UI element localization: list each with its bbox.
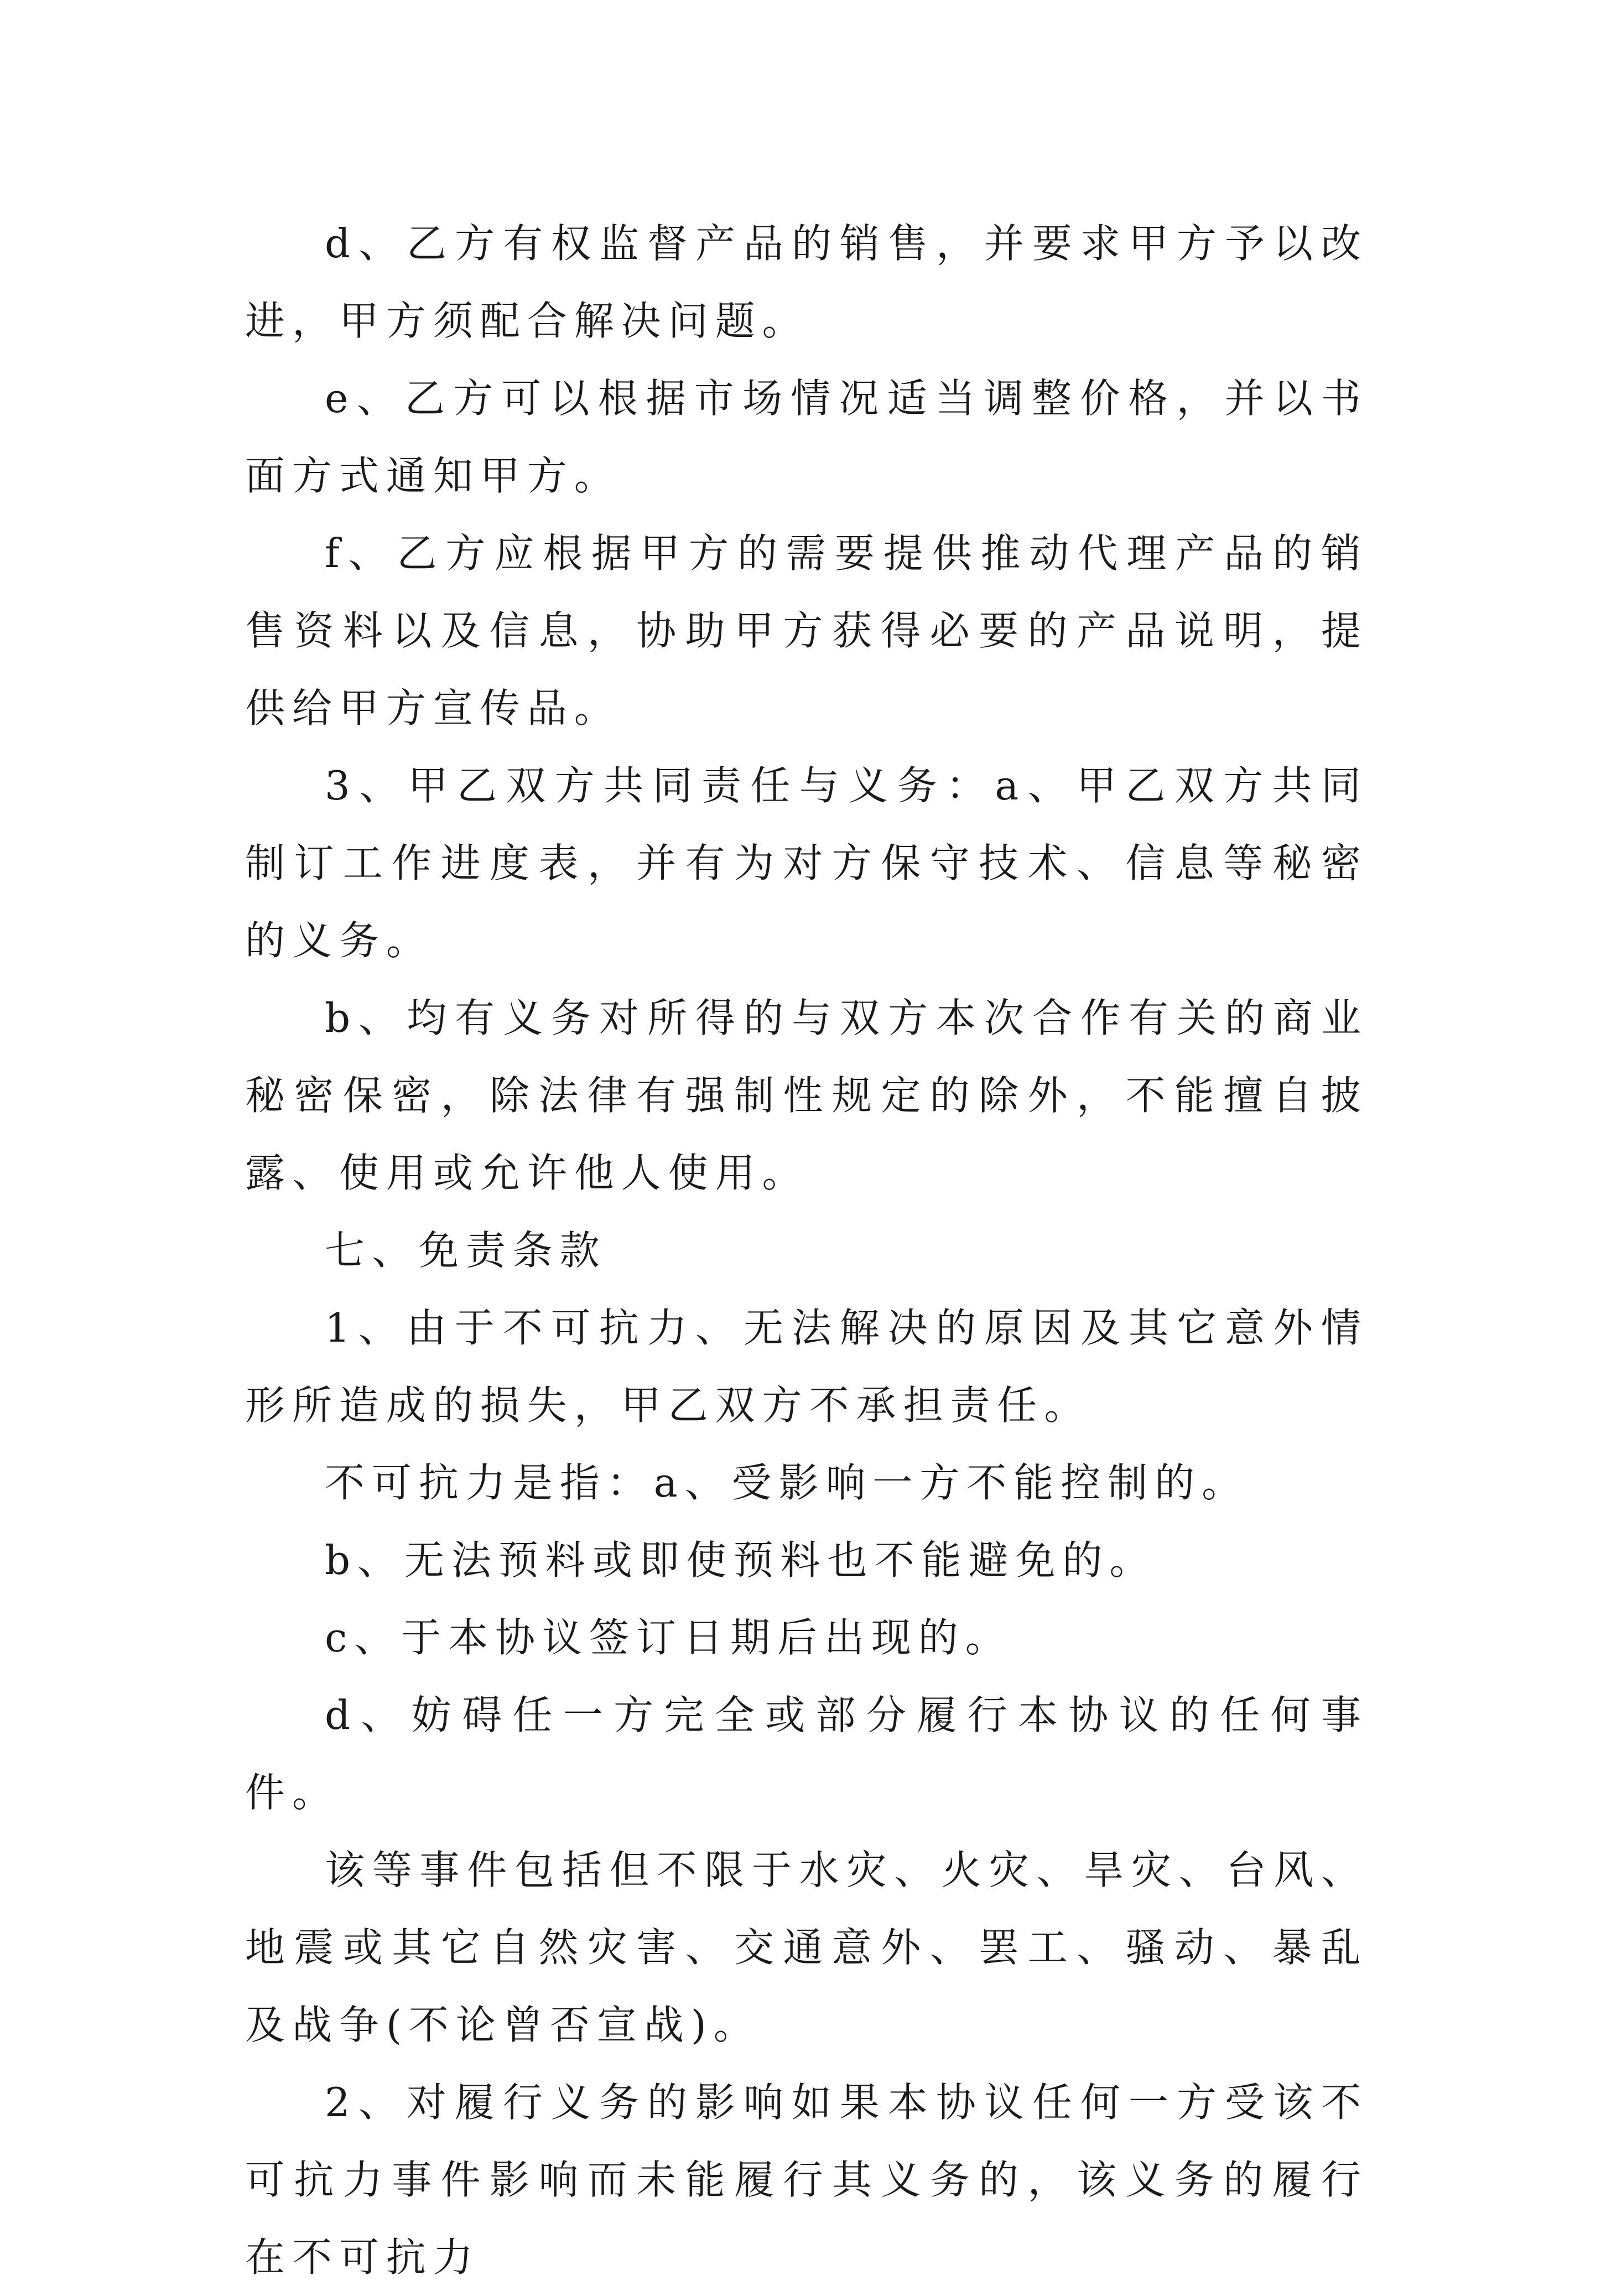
paragraph-force-majeure-definition-c: c、于本协议签订日期后出现的。	[325, 1614, 1012, 1661]
paragraph-joint-responsibilities: 3、甲乙双方共同责任与义务：a、甲乙双方共同制订工作进度表，并有为对方保守技术、信息等秘密的义务。	[245, 762, 1368, 964]
paragraph-force-majeure-definition-b: b、无法预料或即使预料也不能避免的。	[325, 1537, 1157, 1583]
paragraph-party-b-supervise-sales: d、乙方有权监督产品的销售，并要求甲方予以改进，甲方须配合解决问题。	[245, 220, 1368, 344]
paragraph-force-majeure-loss: 1、由于不可抗力、无法解决的原因及其它意外情形所造成的损失，甲乙双方不承担责任。	[245, 1305, 1368, 1428]
paragraph-force-majeure-definition-d: d、妨碍任一方完全或部分履行本协议的任何事件。	[245, 1692, 1368, 1816]
paragraph-force-majeure-definition-a: 不可抗力是指：a、受影响一方不能控制的。	[325, 1459, 1249, 1506]
paragraph-party-b-adjust-price: e、乙方可以根据市场情况适当调整价格，并以书面方式通知甲方。	[245, 375, 1368, 499]
paragraph-party-b-provide-materials: f、乙方应根据甲方的需要提供推动代理产品的销售资料以及信息，协助甲方获得必要的产品说明，提供给甲方宣传品。	[245, 530, 1368, 731]
document-body	[245, 205, 1368, 2296]
paragraph-force-majeure-events: 该等事件包括但不限于水灾、火灾、旱灾、台风、地震或其它自然灾害、交通意外、罢工、骚动、暴乱及战争(不论曾否宣战)。	[245, 1847, 1368, 2048]
section-heading-disclaimer: 七、免责条款	[325, 1227, 607, 1274]
paragraph-confidentiality: b、均有义务对所得的与双方本次合作有关的商业秘密保密，除法律有强制性规定的除外，不能擅自披露、使用或允许他人使用。	[245, 995, 1368, 1196]
paragraph-impact-on-obligations: 2、对履行义务的影响如果本协议任何一方受该不可抗力事件影响而未能履行其义务的，该义务的履行在不可抗力	[245, 2079, 1368, 2281]
